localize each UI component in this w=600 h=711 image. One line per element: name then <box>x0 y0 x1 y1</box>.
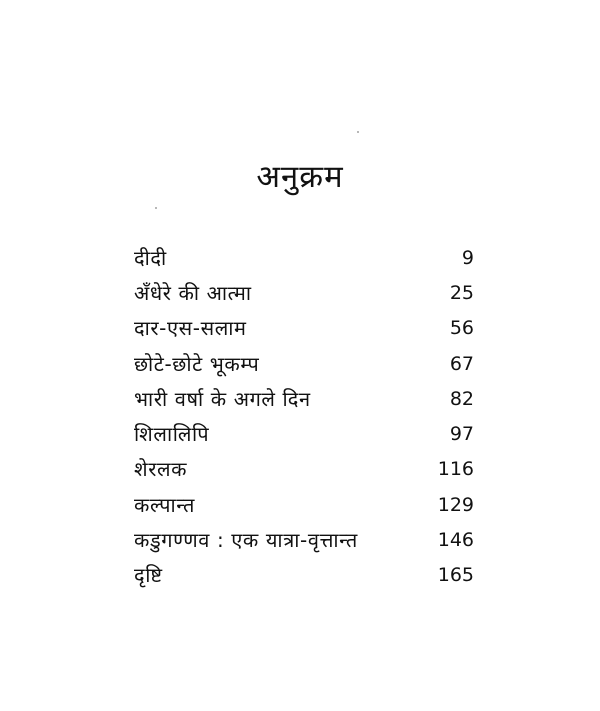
toc-entry <box>134 416 474 451</box>
contents-heading: अनुक्रम <box>256 159 344 195</box>
toc-entry-title: शेरलक <box>134 457 188 482</box>
toc-entry-page: 97 <box>449 423 474 446</box>
toc-entry-title: छोटे-छोटे भूकम्प <box>134 351 260 376</box>
toc-entry <box>134 487 474 522</box>
toc-entry-title: अँधेरे की आत्मा <box>134 280 252 305</box>
toc-entry-title: दार-एस-सलाम <box>134 316 247 341</box>
toc-entry-page: 129 <box>437 493 474 516</box>
table-of-contents <box>134 240 474 593</box>
toc-entry <box>134 522 474 557</box>
toc-entry <box>134 311 474 346</box>
toc-entry <box>134 381 474 416</box>
paper-speck <box>155 207 157 209</box>
toc-entry-page: 165 <box>437 564 474 587</box>
toc-entry-title: कडुगण्णव : एक यात्रा-वृत्तान्त <box>134 528 358 553</box>
toc-entry <box>134 240 474 275</box>
toc-entry-page: 25 <box>449 281 474 304</box>
toc-entry-page: 9 <box>461 246 474 269</box>
toc-entry <box>134 452 474 487</box>
toc-entry-title: दीदी <box>134 245 167 270</box>
toc-entry-page: 146 <box>437 529 474 552</box>
toc-entry <box>134 275 474 310</box>
paper-speck <box>357 131 359 133</box>
toc-entry-page: 56 <box>449 317 474 340</box>
toc-entry-page: 67 <box>449 352 474 375</box>
toc-entry-page: 82 <box>449 387 474 410</box>
toc-entry-title: भारी वर्षा के अगले दिन <box>134 386 311 411</box>
toc-entry-title: दृष्टि <box>134 563 163 588</box>
toc-entry-title: कल्पान्त <box>134 492 196 517</box>
toc-entry-page: 116 <box>437 458 474 481</box>
toc-entry <box>134 346 474 381</box>
toc-entry <box>134 558 474 593</box>
toc-entry-title: शिलालिपि <box>134 422 210 447</box>
